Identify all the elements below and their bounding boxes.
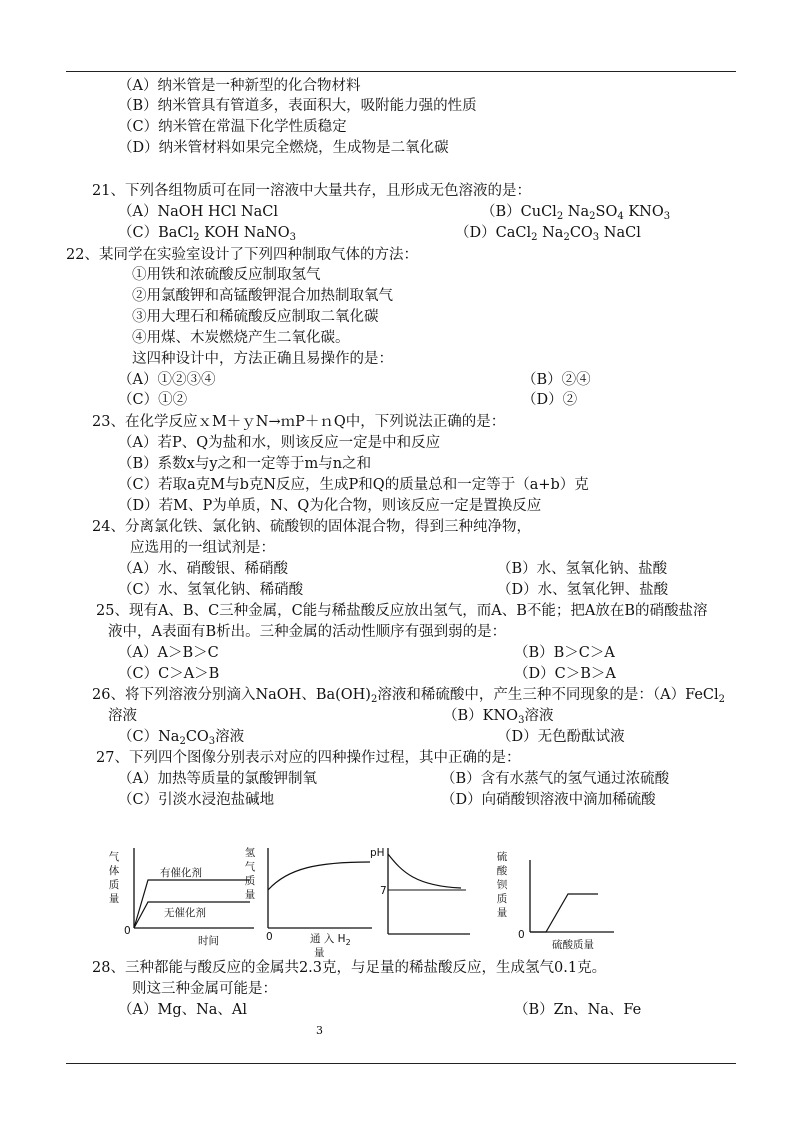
q21-option-a: （A）NaOH HCl NaCl	[118, 204, 278, 220]
q26-option-b: $(B)KNO_3$溶液	[443, 708, 554, 726]
graph-c-curve	[388, 854, 461, 888]
q24-option-d: （D）水、氢氧化钾、盐酸	[497, 582, 669, 598]
bottom-rule	[66, 1063, 736, 1064]
graph-d-ylabel-5: 量	[496, 907, 508, 919]
q23-option-b: （B）系数x与y之和一定等于m与n之和	[118, 456, 372, 472]
graph-b-ylabel-2: 气	[244, 861, 256, 873]
page-number: 3	[316, 1024, 323, 1037]
q22-method-1: ①用铁和浓硫酸反应制取氢气	[132, 267, 321, 283]
graph-d-curve	[530, 894, 598, 932]
graph-d	[488, 840, 618, 952]
q26-option-c: $(C)Na_2CO_3$溶液	[118, 729, 245, 747]
q28-ask: 则这三种金属可能是：	[132, 981, 277, 997]
q24-option-c: （C）水、氢氧化钠、稀硝酸	[118, 582, 304, 598]
q22-option-d: （D）②	[522, 392, 578, 408]
q28-stem: 28、三种都能与酸反应的金属共2.3克，与足量的稀盐酸反应，生成氢气0.1克。	[92, 960, 607, 976]
top-rule	[66, 71, 736, 72]
q27-stem: 27、下列四个图像分别表示对应的四种操作过程，其中正确的是：	[96, 750, 521, 766]
graph-d-ylabel-1: 硫	[496, 851, 508, 863]
q21-stem: 21、下列各组物质可在同一溶液中大量共存，且形成无色溶液的是：	[92, 183, 531, 199]
q23-stem: 23、在化学反应ｘM＋ｙN→ｍP＋ｎQ中，下列说法正确的是：	[92, 414, 506, 430]
q22-method-3: ③用大理石和稀硫酸反应制取二氧化碳	[132, 309, 379, 325]
graph-a-ylabel-3: 质	[108, 879, 120, 891]
q25-stem-line2: 液中，A表面有B析出。三种金属的活动性顺序有强到弱的是：	[108, 624, 507, 640]
q22-method-4: ④用煤、木炭燃烧产生二氧化碳。	[132, 330, 350, 346]
q27-option-d: （D）向硝酸钡溶液中滴加稀硫酸	[441, 792, 656, 808]
q25-option-c: （C）C＞A＞B	[118, 666, 220, 682]
q20-option-d: （D）纳米管材料如果完全燃烧，生成物是二氧化碳	[118, 140, 449, 156]
graph-b-ylabel-1: 氢	[244, 847, 256, 859]
q24-stem: 24、分离氯化铁、氯化钠、硫酸钡的固体混合物，得到三种纯净物，	[92, 519, 531, 535]
graph-b	[238, 840, 378, 960]
q25-stem-line1: 25、现有A、B、C三种金属，C能与稀盐酸反应放出氢气，而A、B不能；把A放在B的硝酸盐溶	[96, 603, 708, 619]
graph-c-tick-7: 7	[380, 885, 387, 897]
q22-option-a: （A）①②③④	[118, 372, 216, 388]
q21-option-d: （D）CaCl$_2$ $Na_2CO_3$ NaCl	[455, 225, 641, 243]
graph-a-curve-catalyst	[134, 880, 250, 928]
graph-a-ylabel-2: 体	[108, 865, 120, 877]
q20-option-c: （C）纳米管在常温下化学性质稳定	[118, 119, 347, 135]
q26-stem: 26、将下列溶液分别滴入NaOH、$Ba(OH)_2$溶液和稀硫酸中，产生三种不同现象的是：（A）FeCl$_2$	[92, 687, 726, 705]
graph-d-xlabel: 硫酸质量	[552, 939, 594, 951]
graph-a-curve-no-catalyst-label: 无催化剂	[164, 907, 206, 919]
q22-stem: 22、某同学在实验室设计了下列四种制取气体的方法：	[66, 247, 418, 263]
q26-stem-cont: 溶液	[108, 708, 137, 724]
q25-option-b: （B）B＞C＞A	[514, 645, 615, 661]
q24-option-a: （A）水、硝酸银、稀硝酸	[118, 561, 288, 577]
graph-b-ylabel-4: 量	[244, 889, 256, 901]
q23-option-d: （D）若M、P为单质，N、Q为化合物，则该反应一定是置换反应	[118, 498, 542, 514]
graph-b-xlabel: 通 入 $H_2$	[310, 933, 351, 947]
graph-d-ylabel-2: 酸	[496, 865, 508, 877]
q28-option-b: （B）Zn、Na、Fe	[514, 1002, 642, 1018]
q21-option-c: （C）BaCl$_2$ KOH NaNO$_3$	[118, 225, 296, 243]
graph-b-curve	[268, 862, 370, 890]
graph-d-ylabel-3: 钡	[496, 879, 508, 891]
q28-option-a: （A）Mg、Na、Al	[118, 1002, 248, 1018]
graph-c	[366, 840, 476, 940]
graph-a-xlabel: 时间	[198, 935, 219, 947]
q25-option-d: （D）C＞B＞A	[514, 666, 616, 682]
graph-a-origin: 0	[124, 925, 131, 937]
q20-option-b: （B）纳米管具有管道多，表面积大，吸附能力强的性质	[118, 98, 477, 114]
graph-a-ylabel-1: 气	[108, 851, 120, 863]
q22-ask: 这四种设计中，方法正确且易操作的是：	[132, 351, 393, 367]
graph-b-ylabel-3: 质	[244, 875, 256, 887]
graph-d-origin: 0	[518, 929, 525, 941]
q27-option-a: （A）加热等质量的氯酸钾制氧	[118, 771, 317, 787]
q27-option-c: （C）引淡水浸泡盐碱地	[118, 792, 275, 808]
q24-ask: 应选用的一组试剂是：	[130, 540, 275, 556]
q20-option-a: （A）纳米管是一种新型的化合物材料	[118, 78, 361, 94]
graph-b-origin: 0	[266, 931, 273, 943]
q25-option-a: （A）A＞B＞C	[118, 645, 219, 661]
q22-option-c: （C）①②	[118, 392, 188, 408]
graph-a	[100, 840, 260, 950]
q27-option-b: （B）含有水蒸气的氢气通过浓硫酸	[441, 771, 670, 787]
q21-option-b: （B）CuCl$_2$ $Na_2SO_4$ $KNO_3$	[481, 204, 671, 222]
graph-a-ylabel-4: 量	[108, 893, 120, 905]
graph-d-ylabel-4: 质	[496, 893, 508, 905]
graph-a-curve-catalyst-label: 有催化剂	[160, 867, 202, 879]
q26-option-d: （D）无色酚酞试液	[497, 729, 625, 745]
q22-method-2: ②用氯酸钾和高锰酸钾混合加热制取氧气	[132, 288, 393, 304]
q22-option-b: （B）②④	[522, 372, 591, 388]
q23-option-a: （A）若P、Q为盐和水，则该反应一定是中和反应	[118, 435, 441, 451]
q23-option-c: （C）若取a克M与b克N反应，生成P和Q的质量总和一定等于（a+b）克	[118, 477, 589, 493]
graph-c-ylabel: pH	[370, 847, 385, 859]
graph-b-xlabel-2: 量	[314, 947, 325, 959]
q24-option-b: （B）水、氢氧化钠、盐酸	[497, 561, 668, 577]
